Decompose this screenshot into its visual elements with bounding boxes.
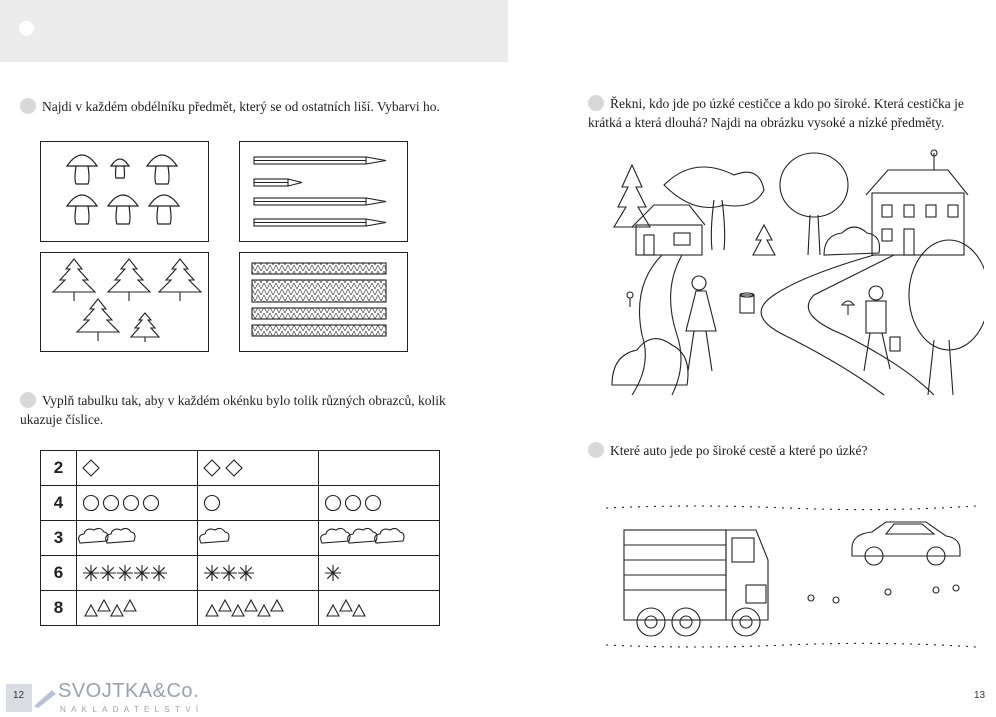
spruce-tree-icon [53, 259, 95, 301]
bullet-circle-icon [588, 95, 604, 111]
star-shape-icon [204, 565, 220, 581]
circle-shape-icon [104, 496, 119, 511]
cell-shapes [198, 556, 318, 590]
diamond-shape-icon [204, 460, 220, 476]
mushroom-icon [111, 159, 129, 178]
cell-shapes [198, 521, 318, 555]
table-cell[interactable] [319, 486, 440, 521]
table-cell[interactable] [319, 556, 440, 591]
mushroom-box[interactable] [40, 141, 209, 242]
publisher-logo-icon [32, 684, 58, 710]
table-cell[interactable] [319, 521, 440, 556]
pencil-icon [254, 198, 386, 205]
cell-shapes [77, 451, 197, 485]
table-cell[interactable] [198, 556, 319, 591]
diamond-shape-icon [83, 460, 99, 476]
triangle-shape-icon [245, 600, 257, 611]
task-text-line1: Vyplň tabulku tak, aby v každém okénku bylo tolik různých obrazců, kolik [42, 393, 446, 408]
task-text-line2: krátká a která dlouhá? Najdi na obrázku vysoké a nízké předměty. [588, 115, 945, 130]
mushroom-icon [67, 155, 97, 184]
task-fill-table [20, 391, 490, 429]
table-cell[interactable] [77, 451, 198, 486]
star-shape-icon [325, 565, 341, 581]
scarves-drawing [240, 253, 407, 351]
table-cell[interactable] [319, 451, 440, 486]
table-row [41, 486, 440, 521]
cell-shapes [198, 451, 318, 485]
row-number: 4 [41, 486, 77, 521]
scarf-icon [252, 280, 386, 302]
triangle-shape-icon [85, 605, 97, 616]
cell-shapes [77, 486, 197, 520]
spruce-tree-icon [131, 313, 159, 342]
triangle-shape-icon [327, 605, 339, 616]
triangle-shape-icon [258, 605, 270, 616]
table-cell[interactable] [319, 591, 440, 626]
table-row [41, 451, 440, 486]
spruce-tree-icon [614, 165, 650, 227]
table-cell[interactable] [198, 591, 319, 626]
wide-path [761, 255, 934, 395]
triangle-shape-icon [111, 605, 123, 616]
cell-shapes [77, 591, 197, 625]
header-band [0, 0, 508, 62]
trees-drawing [41, 253, 208, 351]
cell-shapes [319, 451, 439, 485]
table-cell[interactable] [198, 451, 319, 486]
cell-shapes [319, 591, 439, 625]
scarf-icon [252, 325, 386, 336]
car-icon [852, 522, 960, 565]
table-cell[interactable] [198, 486, 319, 521]
girl-icon [686, 276, 716, 371]
task-text-line1: Řekni, kdo jde po úzké cestičce a kdo po široké. Která cestička je [610, 96, 964, 111]
cell-shapes [77, 556, 197, 590]
bullet-circle-icon [20, 392, 36, 408]
round-tree-icon [780, 153, 848, 255]
mushroom-icon [67, 195, 97, 224]
diamond-shape-icon [226, 460, 242, 476]
scarf-box[interactable] [239, 252, 408, 352]
task-text: Které auto jede po široké cestě a které po úzké? [610, 443, 868, 458]
star-shape-icon [151, 565, 167, 581]
mushroom-icon [842, 301, 854, 315]
bush-icon [612, 339, 688, 385]
spruce-tree-icon [753, 225, 775, 255]
triangle-shape-icon [124, 600, 136, 611]
header-dot-icon [19, 21, 34, 36]
table-row [41, 556, 440, 591]
star-shape-icon [221, 565, 237, 581]
mushroom-icon [147, 155, 177, 184]
circle-shape-icon [326, 496, 341, 511]
pencil-icon [254, 157, 386, 164]
big-house-icon [866, 150, 968, 255]
star-shape-icon [100, 565, 116, 581]
star-shape-icon [117, 565, 133, 581]
cloud-shape-icon [375, 528, 404, 543]
village-illustration[interactable] [604, 145, 984, 400]
triangle-shape-icon [340, 600, 352, 611]
table-row [41, 591, 440, 626]
circle-shape-icon [205, 496, 220, 511]
cloud-shape-icon [200, 528, 229, 543]
triangle-shape-icon [98, 600, 110, 611]
task-text-line2: ukazuje číslice. [20, 412, 104, 427]
page-number-right: 13 [974, 690, 986, 701]
task-paths [588, 94, 983, 132]
cloud-shape-icon [106, 528, 135, 543]
scarf-icon [252, 263, 386, 274]
task-text: Najdi v každém obdélníku předmět, který se od ostatních liší. Vybarvi ho. [42, 99, 440, 114]
star-shape-icon [83, 565, 99, 581]
page-number-left: 12 [13, 690, 25, 701]
row-number: 8 [41, 591, 77, 626]
row-number: 6 [41, 556, 77, 591]
table-cell[interactable] [77, 486, 198, 521]
scarf-icon [252, 308, 386, 319]
task-odd-one-out [20, 97, 490, 116]
spruce-tree-icon [77, 299, 119, 341]
cars-illustration[interactable] [606, 490, 981, 655]
narrow-path [632, 255, 682, 395]
cell-shapes [319, 486, 439, 520]
triangle-shape-icon [232, 605, 244, 616]
cloud-shape-icon [321, 528, 350, 543]
tall-tree-icon [909, 240, 984, 395]
cell-shapes [319, 556, 439, 590]
spruce-tree-icon [108, 259, 150, 301]
cell-shapes [319, 521, 439, 555]
spruce-tree-icon [159, 259, 201, 301]
circle-shape-icon [366, 496, 381, 511]
boy-icon [864, 286, 900, 371]
flower-icon [627, 292, 633, 307]
wide-road-edge [606, 506, 976, 510]
mushrooms-drawing [41, 142, 208, 241]
pencil-icon [254, 219, 386, 226]
task-cars [588, 441, 983, 460]
star-shape-icon [134, 565, 150, 581]
triangle-shape-icon [219, 600, 231, 611]
table-row [41, 521, 440, 556]
bush-icon [824, 227, 880, 255]
table-cell[interactable] [77, 521, 198, 556]
publisher-logo-subtitle: NAKLADATELSTVÍ [60, 705, 204, 714]
cell-shapes [77, 521, 197, 555]
table-cell[interactable] [77, 591, 198, 626]
triangle-shape-icon [271, 600, 283, 611]
cell-shapes [198, 591, 318, 625]
circle-shape-icon [124, 496, 139, 511]
small-house-icon [632, 205, 705, 255]
mushroom-icon [108, 195, 138, 224]
bullet-circle-icon [588, 442, 604, 458]
circle-shape-icon [84, 496, 99, 511]
tree-icon [664, 167, 764, 250]
road-edge [606, 643, 976, 647]
star-shape-icon [238, 565, 254, 581]
triangle-shape-icon [206, 605, 218, 616]
publisher-logo: SVOJTKA&Co. [58, 680, 200, 702]
tree-box[interactable] [40, 252, 209, 352]
circle-shape-icon [346, 496, 361, 511]
pencil-icon [254, 179, 302, 186]
bullet-circle-icon [20, 98, 36, 114]
triangle-shape-icon [353, 605, 365, 616]
pencil-box[interactable] [239, 141, 408, 242]
mushroom-icon [149, 195, 179, 224]
circle-shape-icon [144, 496, 159, 511]
shapes-table [40, 450, 440, 626]
cloud-shape-icon [79, 528, 108, 543]
stump-icon [740, 293, 754, 313]
table-cell[interactable] [198, 521, 319, 556]
row-number: 2 [41, 451, 77, 486]
flower-icon [808, 585, 959, 603]
cloud-shape-icon [348, 528, 377, 543]
row-number: 3 [41, 521, 77, 556]
cell-shapes [198, 486, 318, 520]
table-cell[interactable] [77, 556, 198, 591]
truck-icon [624, 530, 768, 636]
pencils-drawing [240, 142, 407, 241]
